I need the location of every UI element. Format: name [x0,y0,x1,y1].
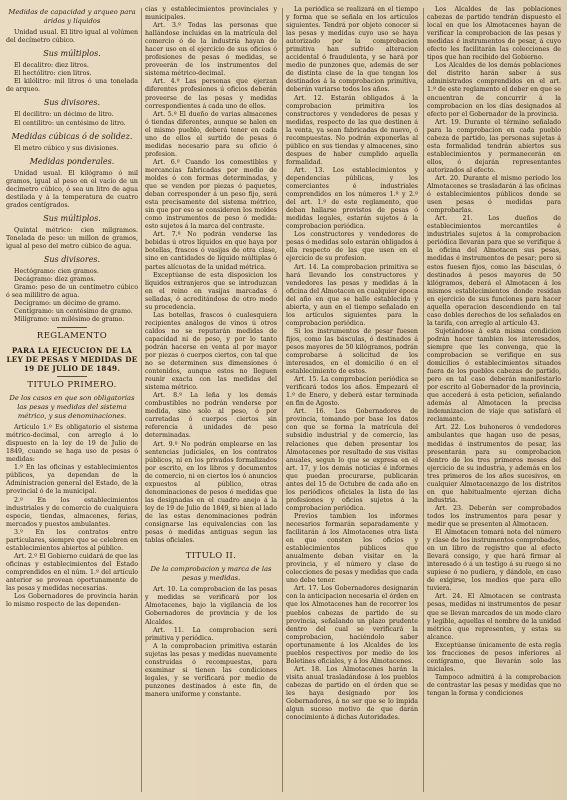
paragraph: El decalitro: diez litros. [14,62,89,70]
column-3 [286,6,418,794]
paragraph: Los Alcaldes de las poblaciones cabezas de partido tendrán dispuesto el local en que los Almotacenes hayan de verificar la comprobacion de las pesas y medidas é instrumentos de pesar, á cuyo efecto les facilitarán las colecciones de tipos que han recibido del Gobierno. [427,6,561,62]
article: Art. 23. Deberán ser comprobados todos los instrumentos para pesar y medir que se presenten al Almotacen. [427,504,561,528]
section-header: Medidas de capacidad y arqueo para áridos y líquidos [8,8,136,25]
paragraph: El metro cúbico y sus divisiones. [14,144,119,152]
article: Art. 21. Los dueños de establecimientos mercantiles é industriales sujetos á la comprobacion periódica llevarán para que se verifique á la oficina del Almotacen sus pesas, medidas é instrumentos de pesar; pero si estos fuesen fijos, como las básculas, ó destinados á pesos mayores de 50 kilógramos, deberá el Almotacen á los mismos establecimientos donde residan en ejercicio de sus funciones para hacer aquella operacion descendiendo en tal caso dobles derechos de los señalados en la tarifa, con arreglo al artículo 43. [427,215,561,327]
paragraph: Exceptúanse únicamente de esta regla los fracciones de pesos inferiores al centígramo, que llevarán solo las iniciales. [427,641,561,673]
subheading: Sus múltiplos. [43,49,101,59]
paragraph: El centilitro: un centésimo de litro. [14,119,126,127]
paragraph: El Almotacen tomará nota del número y clase de los instrumentos comprobados, en un libro de registro que al efecto llevará consigo, y que hará firmar al interesado ó á un testigo á su ruego si no supiese ó no pudiera, y dándole, en caso de exigirse, los medios que para ello tuviera. [427,529,561,593]
subheading: Sus múltiplos. [43,213,101,223]
article: Art. 18. Los Almotacenes harán la visita anual trasladándose á los pueblos cabezas de partido en el órden que se les haya designado por los Gobernadores, á no ser que se lo impida algun suceso motivo de que darán conocimiento á dichas Autoridades. [286,665,418,722]
title-heading: TITULO PRIMERO. [27,380,117,391]
title-subheading: De la comprobacion y marca de las pesas y medidas. [150,565,272,582]
subheading: Sus divisores. [43,98,101,108]
article-item: 3.º En los contratos entre particulares, siempre que se celebren en establecimientos abiertos al público. [6,528,138,552]
article: Art. 17. Los Gobernadores designarán con la anticipacion necesaria el órden en que los Almotacenes han de recorrer los pueblos cabezas de partido de su provincia, señalando un plazo prudente dentro del cual se verificará la comprobacion, haciéndolo saber oportunamente á los Alcaldes de los pueblos respectivos por medio de los Boletines oficiales, y á los Almotacenes. [286,585,418,665]
article: Art. 24. El Almotacen se contrasta pesas, medidas ni instrumentos de pesar que se llevan marcados de un modo claro y legible, aquellas el nombre de la unidad métrica que representen, y estas su alcance. [427,593,561,641]
paragraph: El decilitro: un décimo de litro. [14,111,114,119]
column-divider [423,8,424,792]
regulation-subtitle: PARA LA EJECUCION DE LA LEY DE PESAS Y MEDIDAS DE 19 DE JULIO DE 1849. [6,346,138,374]
paragraph: Decígramo: un décimo de gramo. [14,300,121,308]
article: Art. 13. Los establecimientos y dependencias públicas, y los comerciantes é industriales comprendidos en los números 1.º y 2.º del art. 1.º de este reglamento, que deban hallarse provistos de pesas ó medidas legales, estarán sujetos á la comprobacion periódica. [286,166,418,231]
paragraph: Unidad usual. El kilógramo ó mil gramos, igual al peso en el vacío de un decímetro cúbico, ó sea un litro de agua destilada y á la temperatura de cuatro grados centígrados. [6,169,138,209]
paragraph: cias y establecimientos provinciales y municipales. [145,6,277,22]
regulation-title: REGLAMENTO [36,331,108,342]
paragraph: El hectólitro: cien litros. [14,70,92,78]
column-divider [282,8,283,792]
title-subheading: De los casos en que son obligatorias las pesas y medidas del sistema métrico, y sus denominaciones. [9,394,135,420]
article-item: 2.º En los establecimientos industriales y de comercio de cualquiera especie, tiendas, almacenes, ferias, mercados y puestos ambulantes. [6,496,138,528]
paragraph: Hectógramo: cien gramos. [14,267,99,275]
paragraph: El kilólitro: mil litros ó una tonelada de arqueo. [6,78,138,94]
separator-rule [57,327,87,328]
article: Art. 16. Los Gobernadores de provincia, tomando por base los datos con que se forma la matrícula del subsidio industrial y de comercio, las relaciones que deben presentar los Almotacenes por resultado de sus visitas anuales, segun lo que se expresa en el art. 17, y los demás noticias é informes que puedan procurarse, publicarán antes del 15 de Octubre de cada año en los periódicos oficiales la lista de las profesiones y oficios sujetos á la comprobacion periódica. [286,408,418,512]
paragraph: Gramo: peso de un centímetro cúbico ó sea mililitro de agua. [6,284,138,300]
subheading: Medidas ponderales. [29,156,115,166]
paragraph: A la comprobacion primitiva estarán sujetas las pesas y medidas nuevamente construidas ó recompuestas, para examinar si tienen las condiciones legales, y se verificará por medio de punzones destinados á este fin, de manera uniforme y constante. [145,642,277,698]
paragraph: Los constructores y vendedores de pesas ó medidas solo estarán obligados á ella respecto de las que usen en el ejercicio de su profesion. [286,231,418,263]
subheading: Sus divisores. [43,254,101,264]
article: Artículo 1.º Es obligatorio el sistema métrico-decimal, con arreglo á lo dispuesto en la ley de 19 de Julio de 1849, cuando se haga uso de pesas ó medidas: [6,424,138,464]
article: Art. 19. Durante el término señalado para la comprobacion en cada pueblo cabeza de partido, las personas sujetas á esta formalidad tendrán abiertos sus establecimientos y permanecerán en ellos, ó dejarán representantes autorizados al efecto. [427,118,561,174]
column-2 [145,6,277,794]
article: Art. 12. Estarán obligados á la comprobacion primitiva los constructores y vendedores de pesas y medidas, respecto de las que destinen á la venta, ya sean fabricadas de nuevo, ó recompuestas. No podrán exponerlas al público en sus tiendas y almacenes, sino despues de haber cumplido aquella formalidad. [286,94,418,166]
article: Art. 8.º La leña y los demás combustibles no podrán venderse por medida, sino solo al peso, ó por carretadas ó cuerpos ciertos sin referencia á unidades de peso determinadas. [145,392,277,440]
article: Art. 15. La comprobacion periódica se verificará todos los años. Empezará el 1.º de Enero, y deberá estar terminada en fin de Agosto. [286,376,418,408]
article: Art. 4.º Las personas que ejerzan diferentes profesiones ú oficios deberán proveerse de las pesas y medidas correspondientes á cada uno de ellos. [145,78,277,110]
article: Art. 11. La comprobacion será primitiva y periódica. [145,626,277,642]
subheading: Medidas cúbicas ó de solidez. [11,131,133,141]
article: Art. 6.º Cuando los comestibles y mercancías fabricadas por medio de moldes ó con formas determinadas, y que se venden por piezas ó paquetes, deban corresponder á un peso fijo, será esta precisamente del sistema métrico, sin que por eso se consideren los moldes como instrumentos de peso ó medida: esto sujetos á la marca del contraste. [145,158,277,231]
separator-rule [57,376,87,377]
article: Art. 20. Durante el mismo periodo los Almotacenes se trasladarán á las oficinas ó establecimientos públicos donde se usen pesas ó medidas para comprobarlas. [427,174,561,215]
paragraph: Sujetándose á esta misma condicion podrán hacer tambien los interesados, siempre que les convenga, que la comprobacion se verifique en sus domicilios ó establecimientos situados fuera de los pueblos cabezas de partido, pero en tal caso deberán manifestarlo por escrito al Gobernador de la provincia, que accederá á esta peticion, señalando además al Almotacen la precisa indemnizacion de viaje que satisfará el reclamante. [427,327,561,424]
paragraph: Centígramo: un centésimo de gramo. [14,308,133,316]
paragraph: Exceptúanse de esta disposicion los líquidos extranjeros que se introduzcan en el reino en vasijas marcadas ó selladas, ó acreditándose de otro modo su procedencia. [145,271,277,311]
paragraph: Unidad usual. El litro igual al volúmen del decímetro cúbico. [6,29,138,45]
column-divider [141,8,142,792]
article: Art. 5.º El dueño de varias almacenes ó tiendas diferentes, aunque se halen en el mismo pueblo, deberá tener en cada uno de ellos el surtido de pesas ó medidas necesario para su oficio ó profesion. [145,110,277,158]
paragraph: Tampoco admitirá á la comprobacion de contrastar las pesas y medidas que no tengan la forma y condiciones [427,673,561,697]
paragraph: Si los instrumentos de pesar fuesen fijos, como las básculas, ó destinados á pesos mayores de 50 kilógramos, podrán comprobarse á solicitud de los interesados, en el domicilio ó en el establecimiento de estos. [286,327,418,376]
article: Art. 14. La comprobacion primitiva se hará llevando los constructores y vendedores las pesas y medidas á la oficina del Almotacen en cualquier época del año en que se halle establecida y abierta, y aun en el tiempo señalado en los artículos siguientes para la comprobacion periódica. [286,263,418,327]
paragraph: Decágramo: diez gramos. [14,276,96,284]
article: Art. 10. La comprobacion de las pesas y medidas se verificará por los Almotacenes, bajo la vigilancia de los Gobernadores de provincia y de los Alcaldes. [145,586,277,626]
paragraph: Los Alcaldes de los demás poblaciones del distrito harán saber á sus administrados comprendidos en el art. 1.º de este reglamento el deber en que se encuentran de concurrir á la comprobacion en los días designados al efecto por el Gobernador de la provincia. [427,62,561,118]
paragraph: Los Gobernadores de provincia harán lo mismo respecto de las dependen- [6,593,138,609]
article: Art. 9.º No podrán emplearse en las sentencias judiciales, en los contratos públicos, ni en los privados formalizados por escrito, en los libros y documentos de comercio, ni en ciertos los ó anuncios expuestos al público, otras denominaciones de pesos ó medidas que las designadas en el cuadro anejo á la ley de 19 de Julio de 1849, si bien al lado de las estas denominaciones podrán consignarse las equivalencias con las pesas ó medidas antiguas segun las tablas oficiales. [145,440,277,545]
paragraph: La periódica se realizará en el tiempo y forma que se señala en los artículos siguientes. Tendrá por objeto conocer si las pesas y medidas cuyo uso se haya autorizado por la comprobacion primitiva han sufrido alteracion accidental ó fraudulenta, y se hará por medio de punzones que, además de ser de distinta clase de la que tengan los destinados á la comprobacion primitiva, deberán variarse todos los años. [286,6,418,94]
column-1 [6,6,138,794]
paragraph: Previos tambien los informes necesarios formarán separadamente y facilitarán á los Almotacenes otra lista en que consten los oficios y establecimientos públicos que anualmente deban visitar en la provincia, y el número y clase de colecciones de pesas y medidas que cada uno debe tener. [286,512,418,585]
article: Art. 22. Los buhoneros ó vendedores ambulantes que hagan uso de pesas, medidas é instrumentos de pesar, las presentarán para su comprobacion dentro de los tres primeros meses del ejercicio de su industria, y además en los tres primeros de los años sucesivos, en cualquier Almotacenazgo de los distritos en que habitualmente ejerzan dicha industria. [427,424,561,504]
paragraph: Milígramo: un milésimo de gramo. [14,316,125,324]
article-item: 1.º En las oficinas y establecimientos públicos, ya dependan de la Administracion general del Estado, de la provincial ó de la municipal. [6,464,138,496]
article: Art. 2.º El Gobierno cuidará de que las oficinas y establecimientos del Estado comprendidos en el núm. 1.º del artículo anterior se provean oportunamente de las pesas y medidas necesarias. [6,552,138,593]
paragraph: Las botellas, frascos ó cualesquiera recipientes análogos de vinos ú otros caldos no se reputarán medidas de capacidad ni de peso, y por lo tanto podrán hacerse en venta al por mayor por piezas ó cuerpos ciertos, con tal que no se determinen sus dimensiones ó contenidos, aunque estos no lleguen reunir exacta con las medidas del sistema métrico. [145,311,277,392]
column-4 [427,6,561,794]
paragraph: Quintal métrico: cien milgramos. Tonelada de peso: un millon de gramos, igual al peso del metro cúbico de agua. [6,226,138,250]
article: Art. 3.º Todas las personas que hallándose incluidas en la matrícula del comercio ó de la industria hayan de hacer uso en el ejercicio de sus oficios ó profesiones de pesas ó medidas, se proveerán de los instrumentos del sistema métrico-decimal. [145,22,277,78]
article: Art. 7.º No podrán venderse las bebidas ú otros líquidos en que haya por botellas, frascos ó vasijas de otra clase, sino en cantidades de líquido múltiplas ó partes alícuotas de la unidad métrica. [145,231,277,271]
title-heading: TITULO II. [185,551,237,562]
